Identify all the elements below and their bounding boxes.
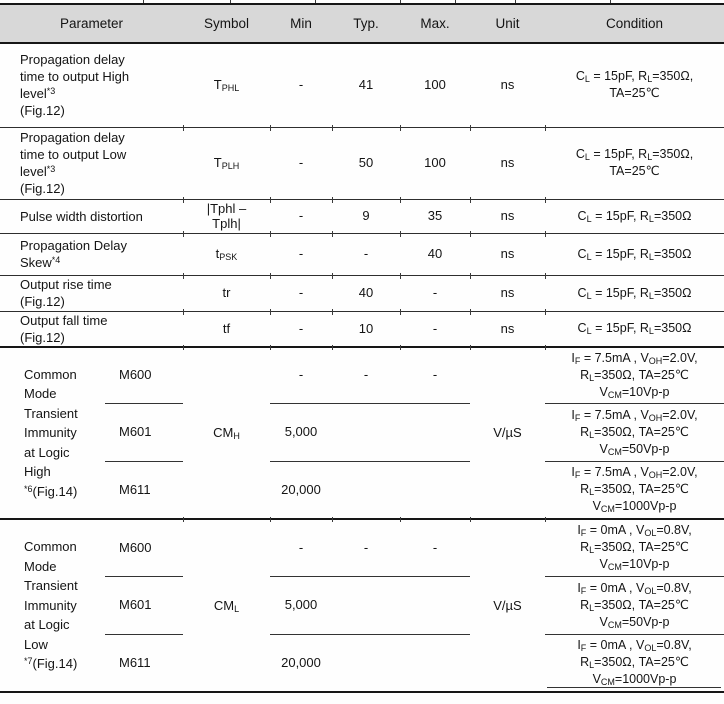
table-row (0, 43, 724, 127)
table-row (0, 519, 724, 576)
cell-condition: $I_F = 0mA$ , $V_{OL}=0.8V$, $R_L=350\Omega$, TA=25℃ $V_{CM}=1000Vp-p$ (545, 634, 724, 692)
cell-min: - (270, 43, 332, 127)
column-tick (332, 517, 333, 522)
column-tick (183, 197, 184, 203)
column-tick (455, 0, 456, 3)
column-tick (400, 273, 401, 279)
column-tick (545, 125, 546, 131)
column-tick (270, 517, 271, 522)
cell-symbol: tf (183, 311, 270, 347)
table-row (0, 275, 724, 311)
cell-symbol: tr (183, 275, 270, 311)
cell-max (400, 576, 470, 634)
cell-unit: ns (470, 311, 545, 347)
column-tick (545, 345, 546, 350)
cell-unit: ns (470, 199, 545, 233)
cell-condition: $I_F = 7.5mA$ , $V_{OH}=2.0V$, $R_L=350\Omega$, TA=25℃ $V_{CM}=50Vp-p$ (545, 403, 724, 461)
column-tick (470, 125, 471, 131)
column-tick (470, 517, 471, 522)
cell-max (400, 403, 470, 461)
header-min: Min (270, 5, 332, 43)
cell-min: 20,000 (270, 634, 332, 692)
column-tick (183, 231, 184, 237)
cell-condition: $C_L = 15pF$, $R_L=350\Omega$ (545, 233, 724, 275)
cell-model: M601 (105, 403, 183, 461)
cell-typ (332, 403, 400, 461)
cell-min: 5,000 (270, 403, 332, 461)
column-tick (470, 345, 471, 350)
cell-model: M600 (105, 519, 183, 576)
cell-unit: ns (470, 233, 545, 275)
column-tick (400, 517, 401, 522)
cell-unit: ns (470, 43, 545, 127)
table-row (0, 576, 724, 634)
column-tick (470, 231, 471, 237)
column-tick (332, 231, 333, 237)
cell-typ: 10 (332, 311, 400, 347)
cell-parameter: Common Mode Transient Immunity at Logic High $^{*6}$(Fig.14) (0, 347, 105, 519)
cell-min: 20,000 (270, 461, 332, 519)
column-tick (183, 273, 184, 279)
header-condition: Condition (545, 5, 724, 43)
cell-max (400, 634, 470, 692)
column-tick (470, 309, 471, 315)
cell-min: - (270, 199, 332, 233)
column-tick (270, 197, 271, 203)
cell-condition: $C_L = 15pF$, $R_L=350\Omega$ (545, 199, 724, 233)
cell-min: 5,000 (270, 576, 332, 634)
cell-condition: $I_F = 7.5mA$ , $V_{OH}=2.0V$, $R_L=350\Omega$, TA=25℃ $V_{CM}=1000Vp-p$ (545, 461, 724, 519)
column-tick (400, 0, 401, 3)
cell-unit: V/µS (470, 519, 545, 692)
column-tick (400, 197, 401, 203)
column-tick (400, 231, 401, 237)
cell-parameter: Propagation delay time to output High level$^{*3}$ (Fig.12) (0, 43, 183, 127)
cell-max (400, 461, 470, 519)
cell-min: - (270, 275, 332, 311)
cell-max: - (400, 347, 470, 403)
cell-symbol: $CM_H$ (183, 347, 270, 519)
column-tick (183, 309, 184, 315)
column-tick (332, 345, 333, 350)
cell-typ: - (332, 519, 400, 576)
cell-min: - (270, 127, 332, 199)
cell-model: M601 (105, 576, 183, 634)
cell-parameter: Pulse width distortion (0, 199, 183, 233)
cell-unit: V/µS (470, 347, 545, 519)
cell-unit: ns (470, 127, 545, 199)
cell-max: 40 (400, 233, 470, 275)
cell-typ: 9 (332, 199, 400, 233)
cell-parameter: Propagation Delay Skew$^{*4}$ (0, 233, 183, 275)
column-tick (332, 309, 333, 315)
cell-condition: $C_L = 15pF$, $R_L=350\Omega$, TA=25℃ (545, 127, 724, 199)
cell-condition: $I_F = 0mA$ , $V_{OL}=0.8V$, $R_L=350\Omega$, TA=25℃ $V_{CM}=50Vp-p$ (545, 576, 724, 634)
column-tick (230, 0, 231, 3)
column-tick (270, 345, 271, 350)
column-tick (545, 197, 546, 203)
table-row (0, 199, 724, 233)
table-row (0, 347, 724, 403)
column-tick (270, 125, 271, 131)
cell-max: 100 (400, 127, 470, 199)
cell-symbol: $CM_L$ (183, 519, 270, 692)
cell-parameter: Common Mode Transient Immunity at Logic Low $^{*7}$(Fig.14) (0, 519, 105, 692)
column-tick (183, 517, 184, 522)
cell-typ: 50 (332, 127, 400, 199)
cell-max: 100 (400, 43, 470, 127)
cell-symbol: $T_{PLH}$ (183, 127, 270, 199)
cell-max: - (400, 519, 470, 576)
cell-max: 35 (400, 199, 470, 233)
table-row (0, 127, 724, 199)
cell-typ: 40 (332, 275, 400, 311)
column-tick (183, 345, 184, 350)
column-tick (270, 273, 271, 279)
cell-model: M600 (105, 347, 183, 403)
cell-max: - (400, 275, 470, 311)
table-row (0, 403, 724, 461)
cell-min: - (270, 233, 332, 275)
cell-condition: $I_F = 7.5mA$ , $V_{OH}=2.0V$, $R_L=350\Omega$, TA=25℃ $V_{CM}=10Vp-p$ (545, 347, 724, 403)
cell-unit: ns (470, 275, 545, 311)
header-max: Max. (400, 5, 470, 43)
cell-max: - (400, 311, 470, 347)
column-tick (400, 345, 401, 350)
column-tick (470, 273, 471, 279)
column-tick (270, 309, 271, 315)
column-tick (332, 273, 333, 279)
header-row (0, 5, 724, 43)
cell-symbol: $t_{PSK}$ (183, 233, 270, 275)
column-tick (545, 231, 546, 237)
column-tick (400, 125, 401, 131)
header-typ: Typ. (332, 5, 400, 43)
cell-typ: - (332, 347, 400, 403)
column-tick (332, 125, 333, 131)
cell-min: - (270, 519, 332, 576)
column-tick (183, 125, 184, 131)
cell-typ: 41 (332, 43, 400, 127)
cell-typ: - (332, 233, 400, 275)
header-parameter: Parameter (0, 5, 183, 43)
column-tick (610, 0, 611, 3)
cell-typ (332, 576, 400, 634)
column-tick (332, 197, 333, 203)
header-unit: Unit (470, 5, 545, 43)
column-tick (545, 517, 546, 522)
table-row (0, 634, 724, 692)
cell-min: - (270, 347, 332, 403)
cell-model: M611 (105, 461, 183, 519)
table-row (0, 461, 724, 519)
column-tick (315, 0, 316, 3)
cell-min: - (270, 311, 332, 347)
column-tick (470, 197, 471, 203)
cell-condition: $C_L = 15pF$, $R_L=350\Omega$ (545, 275, 724, 311)
cell-symbol: $T_{PHL}$ (183, 43, 270, 127)
cell-condition: $C_L = 15pF$, $R_L=350\Omega$ (545, 311, 724, 347)
column-tick (545, 273, 546, 279)
cell-condition: $I_F = 0mA$ , $V_{OL}=0.8V$, $R_L=350\Omega$, TA=25℃ $V_{CM}=10Vp-p$ (545, 519, 724, 576)
column-tick (400, 309, 401, 315)
electrical-characteristics-table (0, 5, 724, 693)
column-tick (270, 231, 271, 237)
cell-typ (332, 461, 400, 519)
cell-condition: $C_L = 15pF$, $R_L=350\Omega$, TA=25℃ (545, 43, 724, 127)
table-row (0, 311, 724, 347)
column-tick (143, 0, 144, 3)
header-symbol: Symbol (183, 5, 270, 43)
column-tick (545, 309, 546, 315)
cell-model: M611 (105, 634, 183, 692)
cell-typ (332, 634, 400, 692)
cell-parameter: Output fall time (Fig.12) (0, 311, 183, 347)
cell-symbol: |Tphl – Tplh| (183, 199, 270, 233)
column-tick (515, 0, 516, 3)
cell-parameter: Output rise time (Fig.12) (0, 275, 183, 311)
table-row (0, 233, 724, 275)
cell-parameter: Propagation delay time to output Low level$^{*3}$ (Fig.12) (0, 127, 183, 199)
